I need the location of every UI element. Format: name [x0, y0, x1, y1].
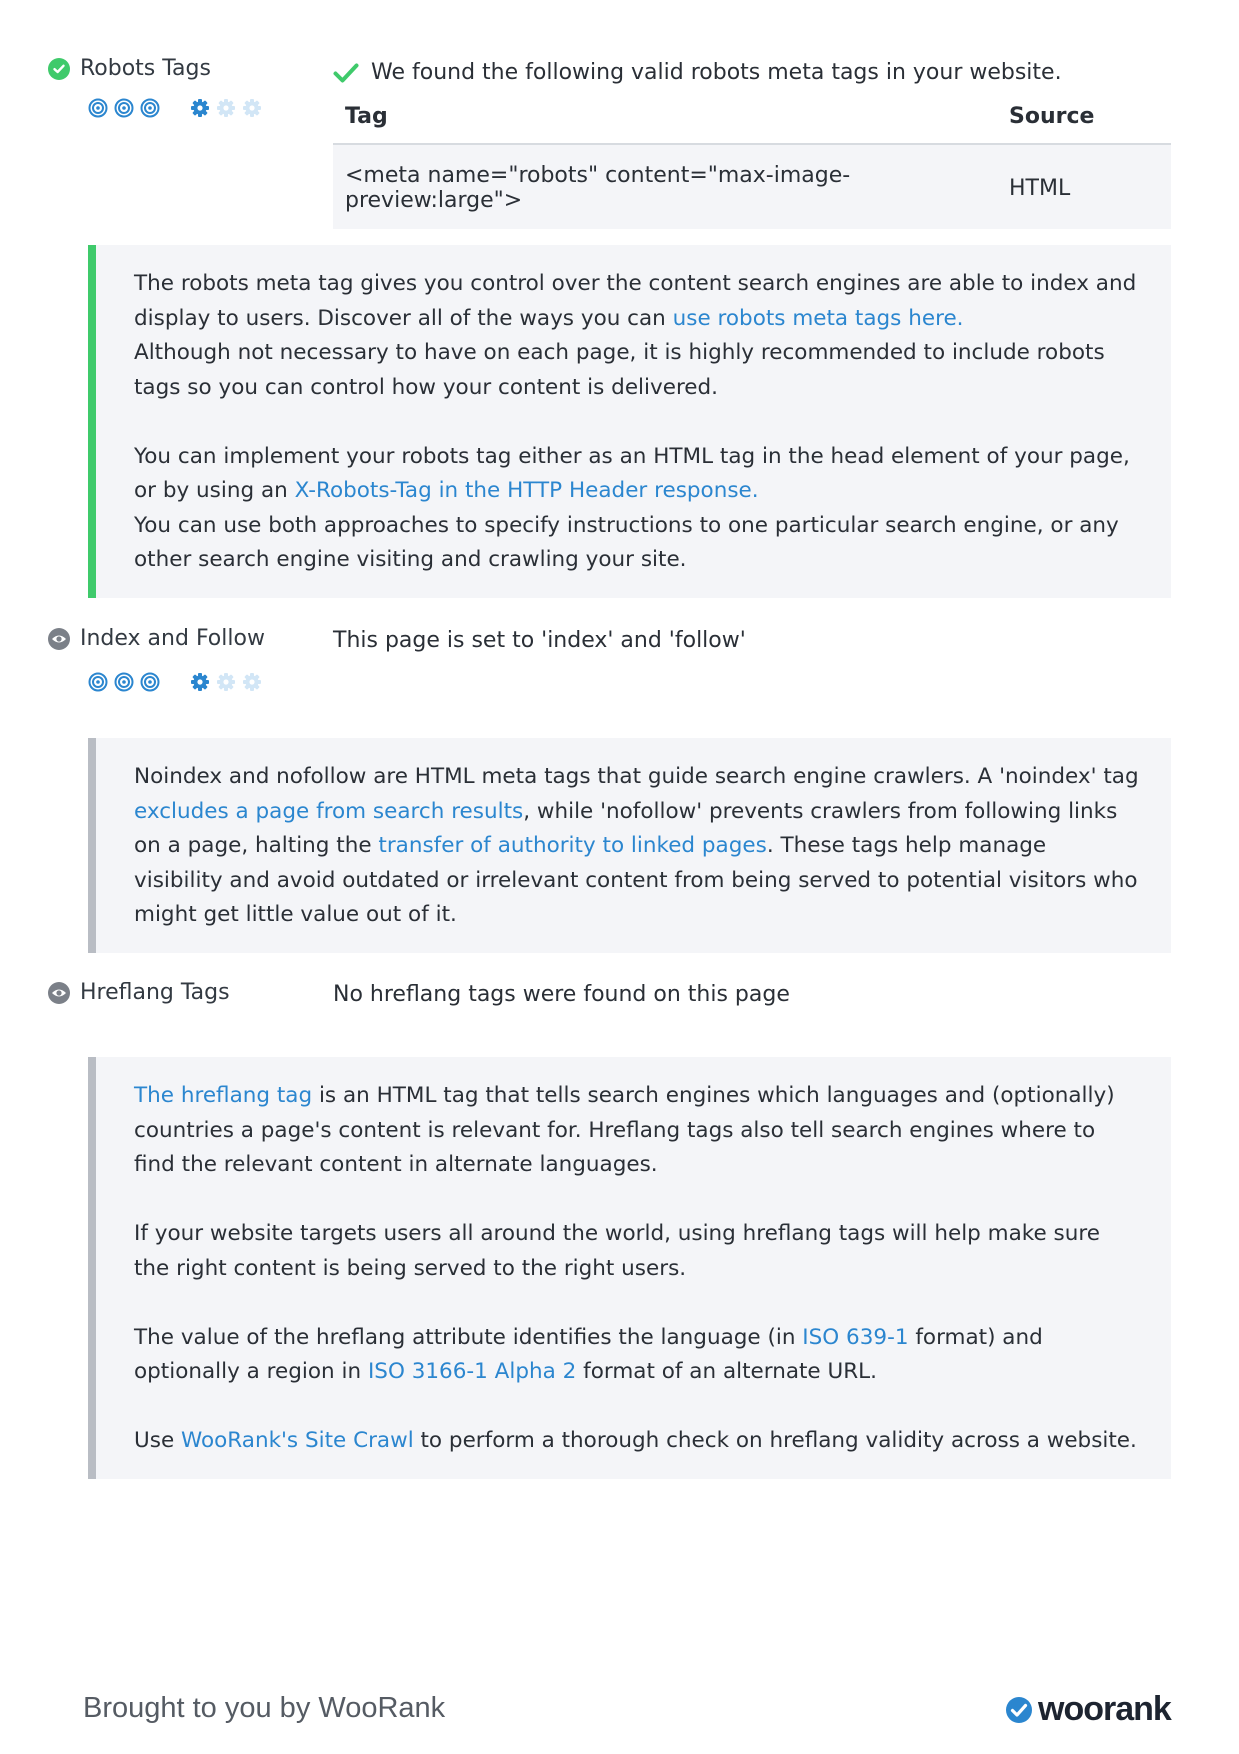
hreflang-info-box — [88, 1057, 1171, 1479]
target-icon — [140, 672, 160, 692]
gear-icon — [242, 98, 262, 118]
index-follow-heading — [48, 626, 265, 651]
robots-tag-table — [333, 94, 1171, 229]
iso-3166-1-link[interactable]: ISO 3166-1 Alpha 2 — [367, 1359, 577, 1384]
info-paragraph: Although not necessary to have on each page, it is highly recommended to include robots tags so you can control how your content is delivered. — [134, 340, 1105, 400]
hreflang-result: No hreflang tags were found on this page — [333, 982, 790, 1007]
woorank-logo — [1004, 1690, 1171, 1729]
excludes-page-link[interactable]: excludes a page from search results — [134, 798, 524, 824]
info-paragraph: If your website targets users all around the world, using hreflang tags will help make sure the right content is being served to the right users. — [134, 1221, 1100, 1281]
index-follow-result: This page is set to 'index' and 'follow' — [333, 628, 746, 653]
impact-rating — [88, 98, 160, 118]
table-row — [333, 144, 1171, 229]
gear-icon — [190, 98, 210, 118]
info-paragraph: You can implement your robots tag either as an HTML tag in the head element of your page, or by using an X-Robots-Tag in the HTTP Header response. — [134, 443, 1130, 503]
index-follow-info-box — [88, 738, 1171, 953]
hreflang-tag-link[interactable]: The hreflang tag — [134, 1083, 313, 1108]
target-icon — [140, 98, 160, 118]
section-title: Hreflang Tags — [80, 980, 230, 1005]
ease-rating — [190, 98, 262, 118]
robots-tags-heading — [48, 56, 211, 81]
info-paragraph: The value of the hreflang attribute identifies the language (in ISO 639-1 format) and optionally a region in ISO 3166-1 Alpha 2 format of an alternate URL. — [134, 1324, 1043, 1384]
info-paragraph: The hreflang tag is an HTML tag that tells search engines which languages and (optionally) countries a page's content is relevant for. Hreflang tags also tell search engines where to find the relevant content in alternate languages. — [134, 1083, 1115, 1177]
ease-rating — [190, 672, 262, 692]
robots-meta-tags-link[interactable]: use robots meta tags here. — [672, 305, 964, 331]
info-paragraph: The robots meta tag gives you control over the content search engines are able to index and display to users. Discover all of the ways you can use robots meta tags here. — [134, 271, 1137, 331]
woorank-check-icon — [1004, 1695, 1034, 1725]
x-robots-tag-link[interactable]: X-Robots-Tag in the HTTP Header response. — [294, 478, 759, 503]
table-header-row — [333, 94, 1171, 144]
section-title: Robots Tags — [80, 56, 211, 81]
eye-icon — [48, 982, 70, 1004]
target-icon — [88, 98, 108, 118]
target-icon — [114, 672, 134, 692]
gear-icon — [242, 672, 262, 692]
gear-icon — [216, 672, 236, 692]
tag-cell: <meta name="robots" content="max-image-preview:large"> — [333, 144, 997, 229]
footer-credit: Brought to you by WooRank — [83, 1692, 446, 1724]
checkmark-icon — [333, 62, 359, 84]
section-title: Index and Follow — [80, 626, 265, 651]
source-cell: HTML — [997, 144, 1171, 229]
robots-result — [333, 60, 1062, 85]
impact-rating — [88, 672, 160, 692]
result-text: We found the following valid robots meta tags in your website. — [371, 60, 1062, 85]
info-paragraph: Noindex and nofollow are HTML meta tags that guide search engine crawlers. A 'noindex' tag excludes a page from search results, while 'nofollow' prevents crawlers from following links on a page, halting the transfer of authority to linked pages. These tags help manage visibility and avoid outdated or irrelevant content from being served to potential visitors who might get little value out of it. — [134, 764, 1139, 927]
iso-639-1-link[interactable]: ISO 639-1 — [802, 1324, 909, 1350]
target-icon — [114, 98, 134, 118]
gear-icon — [216, 98, 236, 118]
logo-wordmark: woorank — [1038, 1690, 1171, 1728]
column-header-tag: Tag — [333, 94, 997, 144]
check-circle-icon — [48, 58, 70, 80]
info-paragraph: Use WooRank's Site Crawl to perform a thorough check on hreflang validity across a website. — [134, 1428, 1137, 1453]
transfer-authority-link[interactable]: transfer of authority to linked pages — [378, 833, 767, 858]
rating-row — [88, 98, 262, 118]
site-crawl-link[interactable]: WooRank's Site Crawl — [181, 1428, 414, 1453]
column-header-source: Source — [997, 94, 1171, 144]
info-paragraph: You can use both approaches to specify instructions to one particular search engine, or any other search engine visiting and crawling your site. — [134, 512, 1119, 572]
eye-icon — [48, 628, 70, 650]
target-icon — [88, 672, 108, 692]
hreflang-heading — [48, 980, 230, 1005]
robots-info-box — [88, 245, 1171, 598]
rating-row — [88, 672, 262, 692]
gear-icon — [190, 672, 210, 692]
